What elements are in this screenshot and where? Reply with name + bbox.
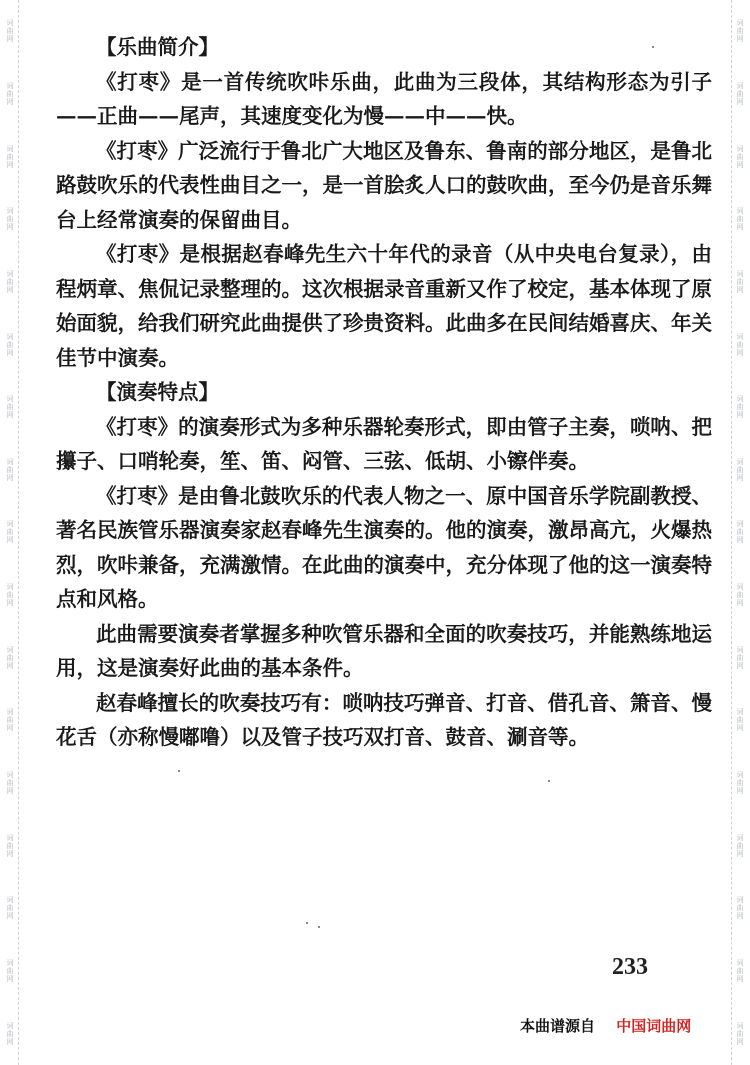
watermark-mark: 词曲网: [6, 395, 14, 420]
scan-speck: [652, 46, 654, 48]
watermark-mark: 词曲网: [6, 81, 14, 106]
watermark-mark: 词曲网: [736, 708, 744, 733]
watermark-mark: 词曲网: [736, 81, 744, 106]
watermark-mark: 词曲网: [736, 1021, 744, 1046]
watermark-mark: 词曲网: [736, 144, 744, 169]
section-heading-intro: 【乐曲简介】: [96, 35, 219, 59]
watermark-mark: 词曲网: [6, 645, 14, 670]
intro-paragraph-source: 《打枣》是根据赵春峰先生六十年代的录音（从中央电台复录），由程炳章、焦侃记录整理的。这次根据录音重新又作了校定，基本体现了原始面貌，给我们研究此曲提供了珍贵资料。此曲多在民间结婚喜庆、年关佳节中演奏。: [56, 242, 712, 370]
performance-paragraph-instruments: 《打枣》的演奏形式为多种乐器轮奏形式，即由管子主奏，唢呐、把攥子、口哨轮奏，笙、笛、闷管、三弦、低胡、小镲伴奏。: [56, 414, 712, 473]
performance-paragraph-techniques: 赵春峰擅长的吹奏技巧有：唢呐技巧弹音、打音、借孔音、箫音、慢花舌（亦称慢嘟噜）以及管子技巧双打音、鼓音、涮音等。: [56, 690, 712, 749]
watermark-mark: 词曲网: [736, 19, 744, 44]
document-body: [56, 30, 712, 755]
watermark-mark: 词曲网: [6, 269, 14, 294]
section-heading-performance: 【演奏特点】: [96, 380, 219, 404]
watermark-mark: 词曲网: [736, 645, 744, 670]
scan-speck: [306, 922, 308, 924]
watermark-mark: 词曲网: [736, 395, 744, 420]
watermark-mark: 词曲网: [736, 896, 744, 921]
watermark-mark: 词曲网: [6, 958, 14, 983]
watermark-mark: 词曲网: [736, 269, 744, 294]
page-number: 233: [612, 954, 648, 980]
watermark-mark: 词曲网: [6, 144, 14, 169]
scan-speck: [318, 926, 320, 928]
scan-speck: [548, 780, 550, 782]
watermark-mark: 词曲网: [6, 520, 14, 545]
watermark-mark: 词曲网: [6, 896, 14, 921]
watermark-mark: 词曲网: [736, 583, 744, 608]
watermark-mark: 词曲网: [736, 771, 744, 795]
watermark-mark: 词曲网: [6, 332, 14, 357]
watermark-mark: 词曲网: [6, 708, 14, 733]
scan-speck: [178, 770, 180, 772]
watermark-mark: 词曲网: [6, 207, 14, 232]
watermark-mark: 词曲网: [6, 771, 14, 795]
watermark-mark: 词曲网: [736, 958, 744, 983]
watermark-mark: 词曲网: [6, 583, 14, 608]
watermark-mark: 词曲网: [6, 457, 14, 482]
left-margin-watermark: [2, 0, 19, 1065]
watermark-mark: 词曲网: [736, 332, 744, 357]
footer-source-label: 本曲谱源自: [520, 1017, 596, 1035]
right-margin-watermark: [731, 0, 748, 1065]
intro-paragraph-popularity: 《打枣》广泛流行于鲁北广大地区及鲁东、鲁南的部分地区，是鲁北路鼓吹乐的代表性曲目之一，是一首脍炙人口的鼓吹曲，至今仍是音乐舞台上经常演奏的保留曲目。: [56, 138, 712, 232]
watermark-mark: 词曲网: [6, 1021, 14, 1046]
footer-site-link[interactable]: 中国词曲网: [616, 1017, 692, 1035]
intro-paragraph-structure: 《打枣》是一首传统吹咔乐曲，此曲为三段体，其结构形态为引子——正曲——尾声，其速度变化为慢——中——快。: [56, 69, 712, 128]
performance-paragraph-requirements: 此曲需要演奏者掌握多种吹管乐器和全面的吹奏技巧，并能熟练地运用，这是演奏好此曲的基本条件。: [56, 621, 712, 680]
watermark-mark: 词曲网: [6, 833, 14, 858]
watermark-mark: 词曲网: [736, 457, 744, 482]
watermark-mark: 词曲网: [736, 207, 744, 232]
watermark-mark: 词曲网: [736, 833, 744, 858]
watermark-mark: 词曲网: [736, 520, 744, 545]
watermark-mark: 词曲网: [6, 19, 14, 44]
footer-source: [520, 1015, 691, 1036]
performance-paragraph-performer: 《打枣》是由鲁北鼓吹乐的代表人物之一、原中国音乐学院副教授、著名民族管乐器演奏家赵春峰先生演奏的。他的演奏，激昂高亢，火爆热烈，吹咔兼备，充满激情。在此曲的演奏中，充分体现了他的这一演奏特点和风格。: [56, 483, 712, 611]
